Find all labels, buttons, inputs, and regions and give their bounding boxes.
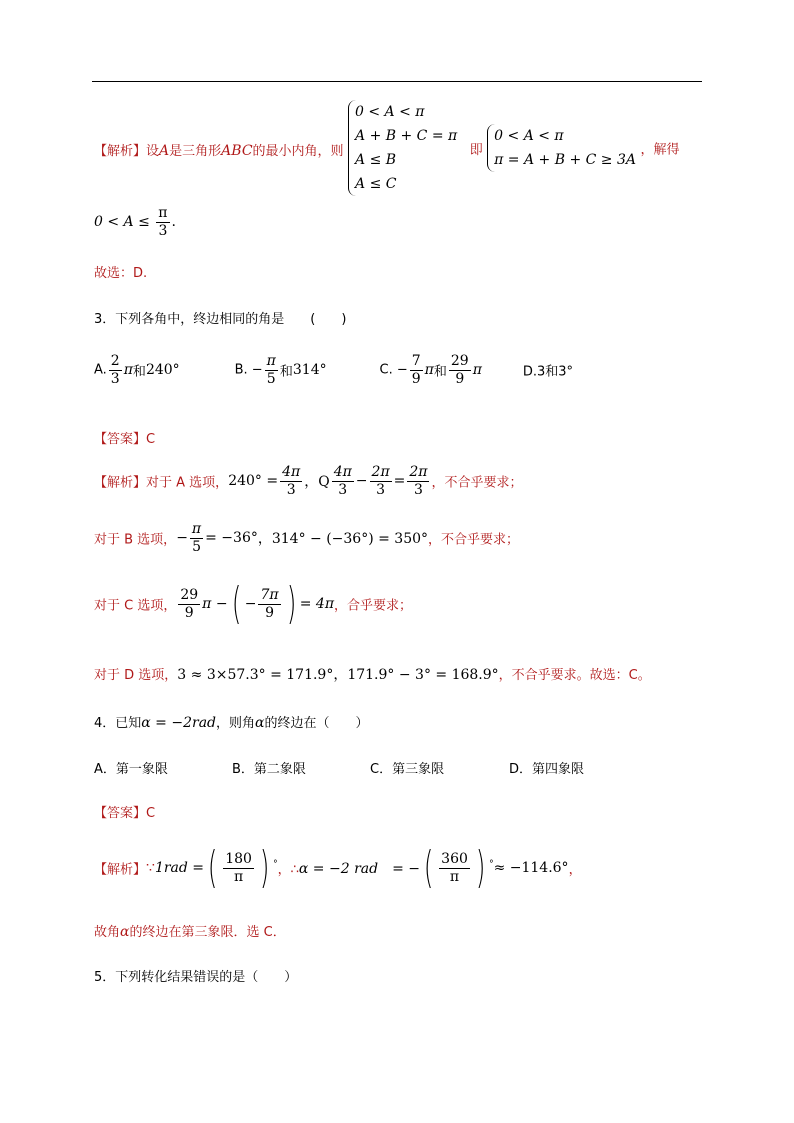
text: 对于 B 选项， [94,532,177,548]
math: ，Q [304,474,330,491]
right-paren: ) [286,578,296,629]
q4-option-c: C．第三象限 [370,762,445,777]
math: = [393,473,406,490]
text: 是三角形 [169,143,222,159]
denominator: 9 [411,370,421,387]
option-d: D.3和3° [522,364,574,380]
math: = −36° [205,530,258,547]
math: α = −2 rad = − [298,861,420,877]
denominator: 9 [265,604,274,621]
q3-analysis-a [94,465,523,497]
q4-option-b: B．第二象限 [232,762,306,777]
numerator: 4π [282,464,301,480]
fraction [223,852,254,884]
fraction [265,354,278,386]
answer-label: 【答案】 [94,806,147,821]
fraction [370,465,392,497]
math: α [120,924,130,940]
numerator: 180 [225,850,252,867]
numerator: 2π [409,464,428,480]
q3-answer [94,428,155,447]
math: 314° [292,362,327,379]
q3-analysis-d [94,664,651,684]
text: 的终边在第三象限．选 C． [129,925,286,940]
fraction [178,588,200,620]
text: 对于 A 选项， [146,475,229,491]
left-paren: ( [231,578,241,629]
fraction [439,852,470,884]
math: 3 ≈ 3×57.3° = 171.9°，171.9° − 3° = 168.9° [177,667,499,683]
numerator: π [266,353,276,369]
math: − [176,530,188,547]
text: 对于 D 选项， [94,668,178,683]
fraction [190,522,203,554]
q4-option-d: D．第四象限 [509,762,585,777]
q4-answer [94,802,155,821]
text: 4．已知 [94,716,142,731]
math: . [171,214,176,231]
text: 的最小内角，则 [252,143,344,159]
denominator: 3 [338,481,348,498]
fraction [407,465,429,497]
q4-conclusion [94,921,286,940]
numerator: π [191,521,202,537]
math: π − [202,596,228,612]
right-paren: ) [259,842,270,893]
numerator: 29 [450,353,469,369]
numerator: 7 [411,353,421,369]
text: 即 [469,142,483,158]
q5-stem: 5．下列转化结果错误的是（ ） [94,970,298,985]
condition: π = A + B + C ≥ 3A [494,152,637,168]
fraction [410,354,423,386]
math: − [355,473,368,490]
condition: A ≤ C [355,176,397,192]
analysis-label: 【解析】 [94,143,147,159]
condition: A + B + C = π [355,128,458,144]
numerator: 2π [371,464,390,480]
option-b-prefix: B. − [234,362,263,378]
text: 和 [279,364,293,380]
math: 240° = [228,473,279,490]
text: ，合乎要求； [334,598,413,614]
q4-stem [94,712,369,731]
math: − [244,596,257,612]
text: 设 [146,143,160,159]
denominator: 5 [192,538,201,555]
numerator: 7π [260,586,279,603]
analysis-label: 【解析】 [94,475,147,491]
math: π [123,362,133,379]
option-c-prefix: C. − [379,362,408,378]
denominator: π [449,868,460,885]
q4-analysis [94,842,582,893]
reduced-system [487,124,636,172]
math: α [255,715,265,731]
q3-analysis-b [94,522,519,554]
denominator: 9 [455,370,465,387]
text: ，∴ [277,862,299,878]
text: ，则角 [216,716,256,731]
denominator: π [233,868,244,885]
math: ，314° − (−36°) = 350° [257,531,429,548]
text: ， [568,862,582,878]
text: 故角 [94,925,121,940]
fraction [156,206,169,238]
q2-analysis [94,100,679,196]
condition: 0 < A < π [494,128,564,144]
text: 的终边在（ ） [264,716,369,731]
option-a-prefix: A. [94,362,107,378]
because-symbol: ∵ [146,860,155,876]
q2-result [94,206,176,238]
left-paren: ( [207,842,218,893]
system-of-conditions [348,100,457,196]
denominator: 9 [184,604,194,621]
numerator: 2 [110,353,120,369]
math-var: ABC [221,142,253,159]
degree-mark: ° [273,859,278,870]
fraction [280,465,302,497]
math: 1rad = [154,860,205,876]
text: ，不合乎要求。故选：C。 [498,668,651,683]
q3-options [94,354,573,386]
condition: A ≤ B [355,152,397,168]
math: π [424,362,434,379]
answer-value: C [146,432,156,447]
header-rule [92,81,702,82]
denominator: 3 [376,481,386,498]
numerator: 29 [180,586,199,603]
denominator: 5 [266,370,276,387]
fraction [109,354,122,386]
math: α = −2rad [141,715,217,731]
math: π [472,362,482,379]
fraction [449,354,471,386]
math: 0 < A ≤ [94,214,150,231]
numerator: 360 [441,850,468,867]
text: ，不合乎要求； [431,475,523,491]
degree-mark: ° [489,859,494,870]
math: 240° [145,362,180,379]
left-paren: ( [423,842,434,893]
numerator: π [158,205,168,221]
math: ≈ −114.6° [493,860,569,876]
analysis-label: 【解析】 [94,862,147,878]
text: 和 [433,364,447,380]
q2-choice: 故选：D. [94,266,148,281]
answer-value: C [146,806,156,821]
denominator: 3 [110,370,120,387]
fraction [258,588,280,620]
numerator: 4π [333,464,352,480]
text: ，解得 [640,142,680,158]
q3-analysis-c [94,578,413,629]
right-paren: ) [475,842,486,893]
text: 和 [132,364,146,380]
denominator: 3 [158,222,168,239]
text: 对于 C 选项， [94,598,177,614]
math: = 4π [299,596,335,612]
answer-label: 【答案】 [94,432,147,447]
q3-stem: 3．下列各角中，终边相同的角是 ( ) [94,312,347,327]
condition: 0 < A < π [355,104,425,120]
text: ，不合乎要求； [428,532,520,548]
denominator: 3 [286,481,296,498]
denominator: 3 [413,481,423,498]
math-var: A [159,142,170,159]
q4-option-a: A．第一象限 [94,762,168,777]
fraction [332,465,354,497]
